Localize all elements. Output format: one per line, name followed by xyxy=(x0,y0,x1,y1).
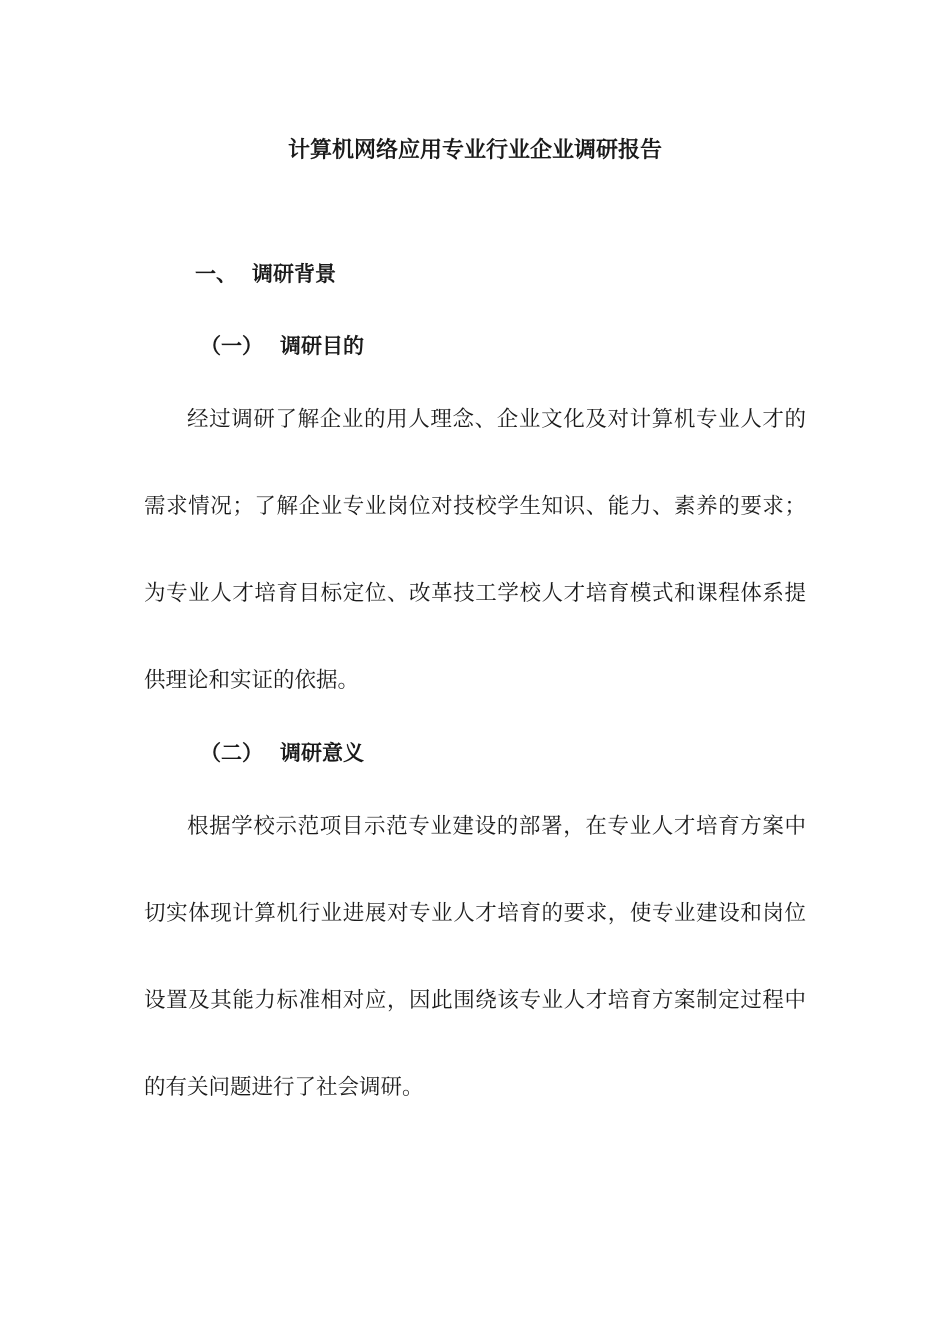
document-title: 计算机网络应用专业行业企业调研报告 xyxy=(287,138,662,163)
subsection-heading-text: 调研目的 xyxy=(280,334,364,358)
section-number: 一、 xyxy=(195,262,237,286)
paragraph-purpose: 经过调研了解企业的用人理念、企业文化及对计算机专业人才的需求情况；了解企业专业岗位对技校学生知识、能力、素养的要求；为专业人才培育目标定位、改革技工学校人才培育模式和课程体系提供理论和实证的依据。 xyxy=(144,407,806,693)
paragraph-significance: 根据学校示范项目示范专业建设的部署，在专业人才培育方案中切实体现计算机行业进展对专业人才培育的要求，使专业建设和岗位设置及其能力标准相对应，因此围绕该专业人才培育方案制定过程中的有关问题进行了社会调研。 xyxy=(144,814,806,1100)
subsection-number: （二） xyxy=(200,741,263,765)
subsection-heading-purpose xyxy=(200,330,364,362)
section-heading-background xyxy=(195,258,336,290)
subsection-heading-significance xyxy=(200,737,364,769)
section-heading-text: 调研背景 xyxy=(252,262,336,286)
subsection-heading-text: 调研意义 xyxy=(280,741,364,765)
subsection-number: （一） xyxy=(200,334,263,358)
